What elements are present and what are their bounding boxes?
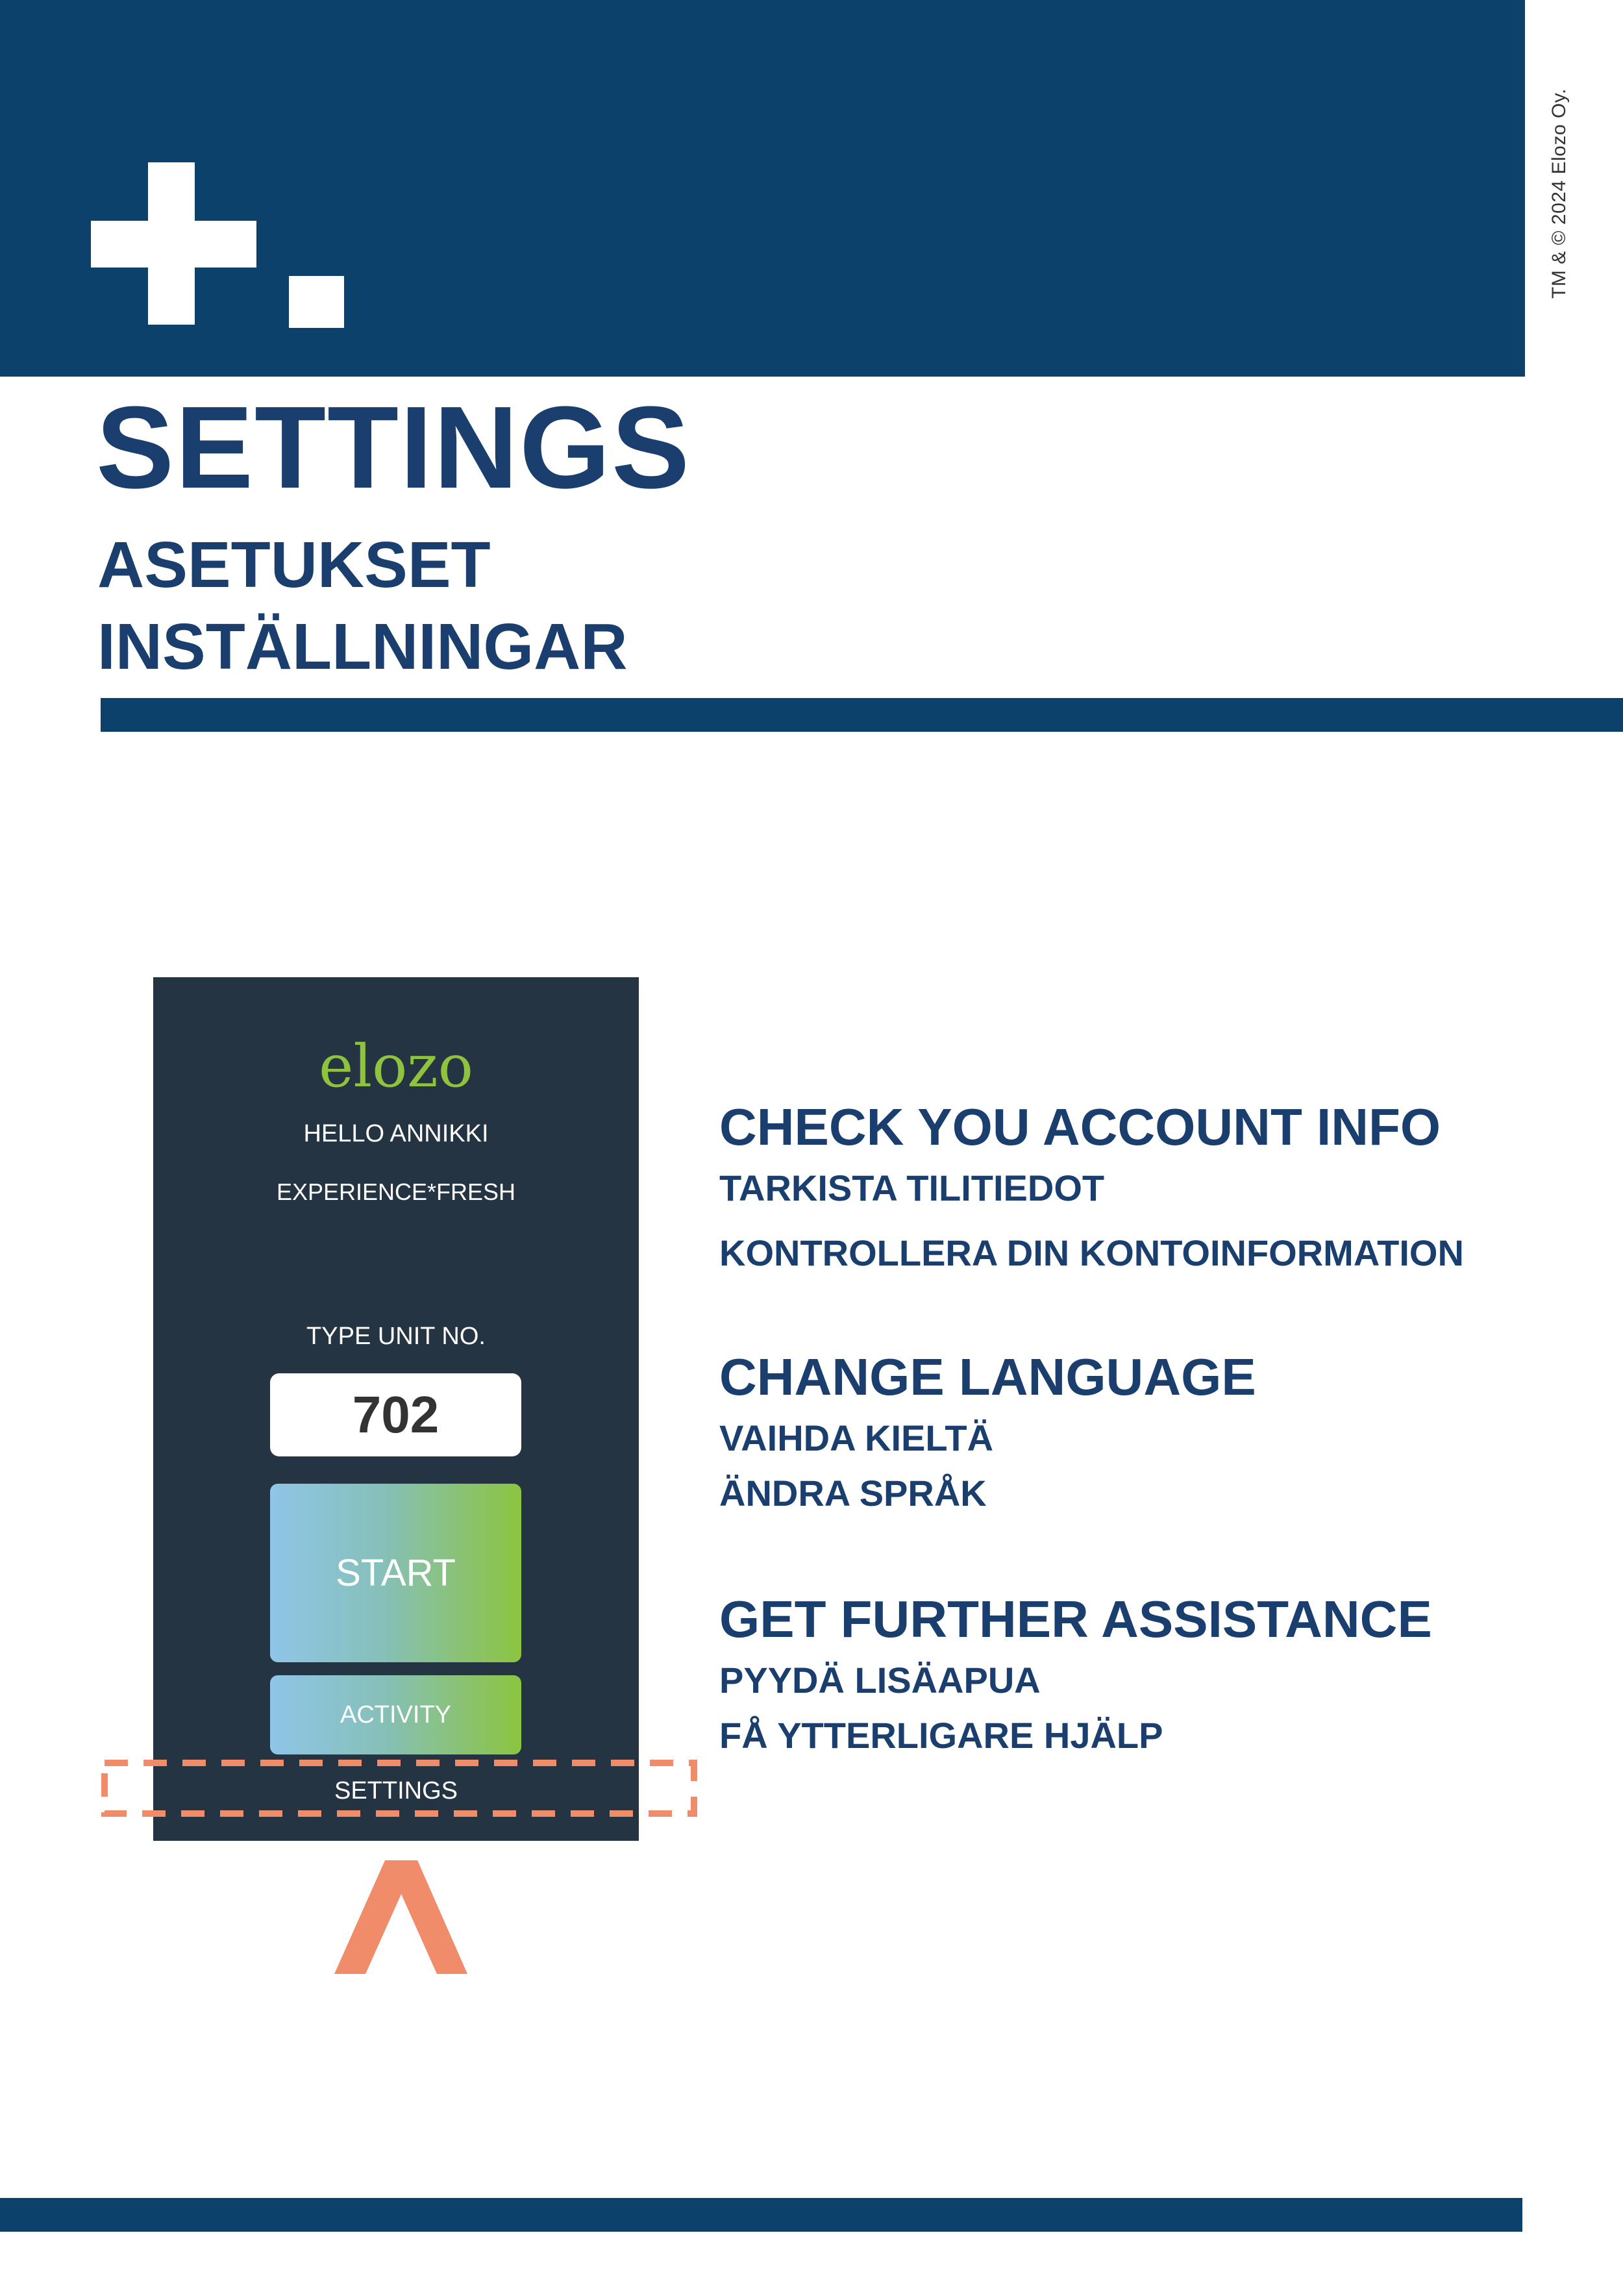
account-info-finnish: TARKISTA TILITIEDOT — [719, 1167, 1105, 1208]
elozo-logo: elozo — [319, 1032, 473, 1101]
language-heading: CHANGE LANGUAGE — [719, 1348, 1256, 1406]
account-info-heading: CHECK YOU ACCOUNT INFO — [719, 1098, 1441, 1156]
plus-dot-logo-icon — [0, 0, 390, 377]
page-title-finnish: ASETUKSET — [97, 529, 491, 601]
page-title-swedish: INSTÄLLNINGAR — [97, 610, 628, 683]
top-divider — [101, 698, 1623, 732]
start-button[interactable]: START — [270, 1484, 521, 1662]
settings-highlight-box — [101, 1760, 697, 1817]
account-info-swedish: KONTROLLERA DIN KONTOINFORMATION — [719, 1232, 1464, 1273]
phone-screen-mockup — [153, 977, 639, 1841]
assistance-swedish: FÅ YTTERLIGARE HJÄLP — [719, 1715, 1163, 1756]
page-title: SETTINGS — [96, 382, 691, 513]
greeting-text: HELLO ANNIKKI — [303, 1120, 489, 1147]
activity-button[interactable]: ACTIVITY — [270, 1675, 521, 1754]
unit-number-input[interactable]: 702 — [270, 1373, 521, 1456]
unit-number-label: TYPE UNIT NO. — [306, 1323, 486, 1350]
assistance-finnish: PYYDÄ LISÄAPUA — [719, 1660, 1041, 1701]
settings-link[interactable]: SETTINGS — [334, 1777, 458, 1804]
copyright-note: TM & © 2024 Elozo Oy. — [1548, 88, 1570, 299]
language-finnish: VAIHDA KIELTÄ — [719, 1417, 994, 1458]
pointer-arrow-up-icon — [334, 1860, 467, 1974]
tagline-text: EXPERIENCE*FRESH — [276, 1179, 516, 1205]
language-swedish: ÄNDRA SPRÅK — [719, 1473, 987, 1514]
header-band — [0, 0, 1525, 377]
bottom-divider — [0, 2198, 1522, 2232]
assistance-heading: GET FURTHER ASSISTANCE — [719, 1590, 1432, 1648]
